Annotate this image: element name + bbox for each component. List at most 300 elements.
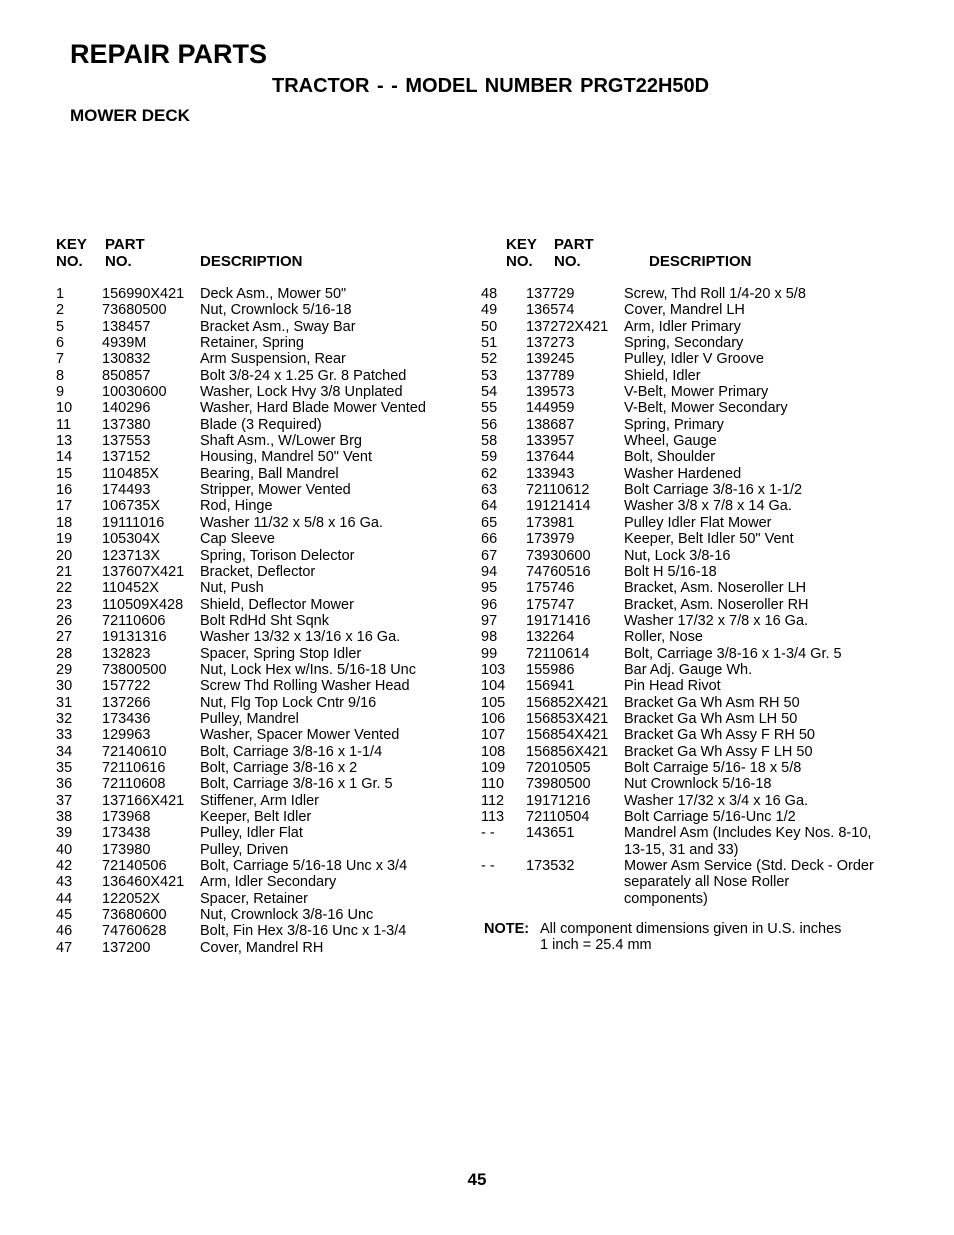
part-description: Pin Head Rivot bbox=[624, 678, 721, 695]
part-description: Pulley, Idler Flat bbox=[200, 825, 303, 842]
key-no: 14 bbox=[56, 449, 73, 466]
part-no: 137644 bbox=[526, 449, 575, 466]
part-no: 72110606 bbox=[102, 612, 166, 629]
key-no: 56 bbox=[481, 416, 498, 433]
key-no: 47 bbox=[56, 939, 73, 956]
table-row bbox=[56, 842, 456, 858]
part-description: Bolt, Carriage 3/8-16 x 1 Gr. 5 bbox=[200, 776, 393, 793]
table-row bbox=[56, 874, 456, 890]
key-no: 35 bbox=[56, 759, 73, 776]
part-description: Cap Sleeve bbox=[200, 531, 275, 548]
part-description: Washer 3/8 x 7/8 x 14 Ga. bbox=[624, 498, 792, 515]
part-description: Bolt, Carriage 3/8-16 x 1-1/4 bbox=[200, 743, 383, 760]
table-row bbox=[56, 449, 456, 465]
part-no: 137200 bbox=[102, 939, 151, 956]
part-no: 19131316 bbox=[102, 629, 167, 646]
table-row bbox=[56, 433, 456, 449]
table-row bbox=[56, 907, 456, 923]
table-row bbox=[481, 548, 881, 564]
part-no: 137152 bbox=[102, 449, 151, 466]
part-no: 137607X421 bbox=[102, 563, 185, 580]
table-row bbox=[56, 858, 456, 874]
part-no: 72110616 bbox=[102, 759, 166, 776]
table-row bbox=[56, 368, 456, 384]
part-description: Bolt, Carriage 3/8-16 x 1-3/4 Gr. 5 bbox=[624, 645, 842, 662]
part-description: Washer, Lock Hvy 3/8 Unplated bbox=[200, 384, 403, 401]
key-no: 5 bbox=[56, 318, 65, 335]
part-description: Arm Suspension, Rear bbox=[200, 351, 346, 368]
key-no: 40 bbox=[56, 841, 73, 858]
table-row bbox=[481, 417, 881, 433]
part-no: 133957 bbox=[526, 433, 575, 450]
right-header-description: DESCRIPTION bbox=[649, 253, 752, 270]
part-no: 174493 bbox=[102, 482, 151, 499]
part-no: 143651 bbox=[526, 825, 575, 842]
part-no: 138457 bbox=[102, 318, 151, 335]
table-row bbox=[481, 498, 881, 514]
table-row bbox=[481, 711, 881, 727]
right-header-part: PART NO. bbox=[554, 236, 594, 270]
part-no: 137380 bbox=[102, 416, 151, 433]
key-no: 13 bbox=[56, 433, 73, 450]
part-no: 73680600 bbox=[102, 907, 167, 924]
table-row bbox=[56, 940, 456, 956]
key-no: 45 bbox=[56, 907, 73, 924]
key-no: 37 bbox=[56, 792, 73, 809]
table-row bbox=[481, 482, 881, 498]
part-no: 157722 bbox=[102, 678, 151, 695]
key-no: 46 bbox=[56, 923, 73, 940]
part-no: 72110612 bbox=[526, 482, 590, 499]
key-no: 113 bbox=[481, 809, 505, 825]
key-no: 96 bbox=[481, 596, 498, 613]
table-row bbox=[56, 776, 456, 792]
part-no: 136574 bbox=[526, 302, 575, 319]
part-no: 140296 bbox=[102, 400, 151, 417]
table-row bbox=[481, 809, 881, 825]
table-row bbox=[481, 678, 881, 694]
part-no: 144959 bbox=[526, 400, 575, 417]
table-row bbox=[481, 564, 881, 580]
table-row bbox=[481, 286, 881, 302]
part-description: Wheel, Gauge bbox=[624, 433, 717, 450]
key-no: 6 bbox=[56, 335, 65, 352]
key-no: 36 bbox=[56, 776, 73, 793]
part-description: Nut, Lock 3/8-16 bbox=[624, 547, 731, 564]
table-row bbox=[481, 744, 881, 760]
key-no: 44 bbox=[56, 890, 73, 907]
part-no: 156856X421 bbox=[526, 743, 609, 760]
part-description: Nut, Push bbox=[200, 580, 264, 597]
table-row bbox=[56, 466, 456, 482]
key-no: 29 bbox=[56, 661, 73, 678]
part-no: 156852X421 bbox=[526, 694, 609, 711]
part-description: Nut, Crownlock 3/8-16 Unc bbox=[200, 907, 374, 924]
part-description: Bracket, Asm. Noseroller LH bbox=[624, 580, 807, 597]
key-no: 98 bbox=[481, 629, 498, 646]
key-no: 1 bbox=[56, 286, 65, 302]
key-no: 99 bbox=[481, 645, 498, 662]
table-row bbox=[481, 858, 881, 907]
part-no: 132823 bbox=[102, 645, 151, 662]
key-no: 7 bbox=[56, 351, 65, 368]
part-description: Spring, Secondary bbox=[624, 335, 744, 352]
part-no: 123713X bbox=[102, 547, 161, 564]
part-no: 137266 bbox=[102, 694, 151, 711]
key-no: 28 bbox=[56, 645, 73, 662]
key-no: 31 bbox=[56, 694, 73, 711]
part-no: 73680500 bbox=[102, 302, 167, 319]
part-description: Nut, Flg Top Lock Cntr 9/16 bbox=[200, 694, 377, 711]
left-parts-list bbox=[56, 286, 456, 956]
key-no: 106 bbox=[481, 710, 506, 727]
left-header-key: KEY NO. bbox=[56, 236, 87, 270]
part-description: Spring, Primary bbox=[624, 416, 724, 433]
part-description: Mower Asm Service (Std. Deck - Order separately all Nose Roller components) bbox=[624, 858, 874, 907]
part-no: 72140506 bbox=[102, 858, 167, 875]
part-no: 156941 bbox=[526, 678, 575, 695]
part-description: Bolt Carriage 3/8-16 x 1-1/2 bbox=[624, 482, 803, 499]
part-description: Washer 11/32 x 5/8 x 16 Ga. bbox=[200, 514, 383, 531]
table-row bbox=[56, 482, 456, 498]
table-row bbox=[481, 613, 881, 629]
key-no: - - bbox=[481, 858, 495, 875]
table-row bbox=[481, 580, 881, 596]
part-description: Stripper, Mower Vented bbox=[200, 482, 351, 499]
part-no: 139573 bbox=[526, 384, 575, 401]
part-description: Spacer, Spring Stop Idler bbox=[200, 645, 362, 662]
part-no: 110509X428 bbox=[102, 596, 184, 613]
part-no: 106735X bbox=[102, 498, 161, 515]
right-parts-list bbox=[481, 286, 881, 907]
table-row bbox=[56, 793, 456, 809]
part-description: Bar Adj. Gauge Wh. bbox=[624, 661, 753, 678]
table-row bbox=[56, 286, 456, 302]
part-no: 19121414 bbox=[526, 498, 591, 515]
part-no: 19171216 bbox=[526, 792, 591, 809]
right-header-key: KEY NO. bbox=[506, 236, 537, 270]
part-no: 138687 bbox=[526, 416, 575, 433]
table-row bbox=[56, 891, 456, 907]
note-line-1: All component dimensions given in U.S. inches bbox=[540, 921, 842, 937]
part-description: Bearing, Ball Mandrel bbox=[200, 465, 339, 482]
key-no: 55 bbox=[481, 400, 498, 417]
table-row bbox=[481, 662, 881, 678]
table-row bbox=[481, 466, 881, 482]
key-no: 51 bbox=[481, 335, 498, 352]
section-heading: MOWER DECK bbox=[70, 106, 190, 125]
left-header-description: DESCRIPTION bbox=[200, 253, 303, 270]
key-no: 34 bbox=[56, 743, 73, 760]
part-no: 105304X bbox=[102, 531, 161, 548]
table-row bbox=[56, 580, 456, 596]
part-no: 133943 bbox=[526, 465, 575, 482]
part-description: Deck Asm., Mower 50" bbox=[200, 286, 347, 302]
part-description: Nut, Lock Hex w/Ins. 5/16-18 Unc bbox=[200, 661, 416, 678]
part-description: Screw, Thd Roll 1/4-20 x 5/8 bbox=[624, 286, 806, 302]
part-description: V-Belt, Mower Secondary bbox=[624, 400, 788, 417]
table-row bbox=[481, 335, 881, 351]
part-description: Washer 17/32 x 7/8 x 16 Ga. bbox=[624, 612, 809, 629]
part-description: Screw Thd Rolling Washer Head bbox=[200, 678, 410, 695]
key-no: 49 bbox=[481, 302, 498, 319]
part-description: Housing, Mandrel 50" Vent bbox=[200, 449, 373, 466]
part-description: Bracket Ga Wh Asm LH 50 bbox=[624, 710, 798, 727]
table-row bbox=[56, 760, 456, 776]
key-no: 43 bbox=[56, 874, 73, 891]
part-no: 132264 bbox=[526, 629, 575, 646]
part-no: 73800500 bbox=[102, 661, 167, 678]
table-row bbox=[56, 384, 456, 400]
part-no: 175747 bbox=[526, 596, 575, 613]
part-no: 19111016 bbox=[102, 514, 165, 531]
key-no: 39 bbox=[56, 825, 73, 842]
part-no: 137166X421 bbox=[102, 792, 185, 809]
part-description: Pulley, Mandrel bbox=[200, 710, 299, 727]
part-no: 137553 bbox=[102, 433, 151, 450]
key-no: 62 bbox=[481, 465, 498, 482]
part-description: Bolt H 5/16-18 bbox=[624, 563, 717, 580]
part-no: 173436 bbox=[102, 710, 151, 727]
key-no: 97 bbox=[481, 612, 498, 629]
part-description: Bolt RdHd Sht Sqnk bbox=[200, 612, 329, 629]
table-row bbox=[481, 351, 881, 367]
part-description: Bolt Carriage 5/16-Unc 1/2 bbox=[624, 809, 796, 825]
part-description: Washer 17/32 x 3/4 x 16 Ga. bbox=[624, 792, 809, 809]
part-description: Blade (3 Required) bbox=[200, 416, 322, 433]
left-header-part: PART NO. bbox=[105, 236, 145, 270]
part-no: 72110504 bbox=[526, 809, 590, 825]
part-description: Bracket Ga Wh Assy F RH 50 bbox=[624, 727, 815, 744]
part-no: 173438 bbox=[102, 825, 151, 842]
table-row bbox=[481, 384, 881, 400]
key-no: 15 bbox=[56, 465, 73, 482]
part-no: 4939M bbox=[102, 335, 147, 352]
part-no: 137729 bbox=[526, 286, 575, 302]
table-row bbox=[481, 646, 881, 662]
part-no: 156854X421 bbox=[526, 727, 609, 744]
part-description: Cover, Mandrel RH bbox=[200, 939, 324, 956]
key-no: 17 bbox=[56, 498, 73, 515]
part-no: 74760628 bbox=[102, 923, 167, 940]
key-no: 67 bbox=[481, 547, 498, 564]
key-no: 27 bbox=[56, 629, 73, 646]
part-description: Shaft Asm., W/Lower Brg bbox=[200, 433, 362, 450]
table-row bbox=[481, 825, 881, 858]
part-description: Bracket Ga Wh Asm RH 50 bbox=[624, 694, 800, 711]
table-row bbox=[481, 515, 881, 531]
table-row bbox=[481, 793, 881, 809]
table-row bbox=[481, 302, 881, 318]
table-row bbox=[56, 923, 456, 939]
key-no: 108 bbox=[481, 743, 506, 760]
table-row bbox=[56, 302, 456, 318]
key-no: 109 bbox=[481, 759, 506, 776]
part-description: Nut, Crownlock 5/16-18 bbox=[200, 302, 352, 319]
part-description: Bracket, Asm. Noseroller RH bbox=[624, 596, 809, 613]
key-no: 66 bbox=[481, 531, 498, 548]
table-row bbox=[56, 548, 456, 564]
part-no: 73930600 bbox=[526, 547, 591, 564]
table-row bbox=[481, 531, 881, 547]
part-no: 175746 bbox=[526, 580, 575, 597]
part-description: Bolt, Shoulder bbox=[624, 449, 716, 466]
key-no: 59 bbox=[481, 449, 498, 466]
table-row bbox=[481, 760, 881, 776]
table-row bbox=[56, 809, 456, 825]
part-description: Roller, Nose bbox=[624, 629, 703, 646]
table-row bbox=[56, 678, 456, 694]
key-no: 21 bbox=[56, 563, 73, 580]
part-description: Bolt, Fin Hex 3/8-16 Unc x 1-3/4 bbox=[200, 923, 407, 940]
table-row bbox=[56, 597, 456, 613]
part-description: Keeper, Belt Idler bbox=[200, 809, 312, 825]
table-row bbox=[481, 776, 881, 792]
part-description: Bolt Carraige 5/16- 18 x 5/8 bbox=[624, 759, 802, 776]
key-no: 16 bbox=[56, 482, 73, 499]
page-title: REPAIR PARTS bbox=[70, 39, 268, 69]
part-no: 122052X bbox=[102, 890, 161, 907]
part-no: 130832 bbox=[102, 351, 151, 368]
key-no: 9 bbox=[56, 384, 65, 401]
table-row bbox=[481, 695, 881, 711]
key-no: 2 bbox=[56, 302, 65, 319]
part-description: Bracket, Deflector bbox=[200, 563, 316, 580]
part-description: Washer, Hard Blade Mower Vented bbox=[200, 400, 426, 417]
part-no: 110485X bbox=[102, 465, 159, 482]
table-row bbox=[481, 597, 881, 613]
key-no: 32 bbox=[56, 710, 73, 727]
table-row bbox=[481, 449, 881, 465]
key-no: 58 bbox=[481, 433, 498, 450]
key-no: 10 bbox=[56, 400, 73, 417]
note-label: NOTE: bbox=[484, 921, 530, 937]
table-row bbox=[56, 564, 456, 580]
part-no: 72010505 bbox=[526, 759, 591, 776]
table-row bbox=[56, 744, 456, 760]
part-description: Washer Hardened bbox=[624, 465, 742, 482]
page-number: 45 bbox=[467, 1170, 487, 1189]
table-row bbox=[481, 319, 881, 335]
table-row bbox=[56, 695, 456, 711]
table-row bbox=[56, 613, 456, 629]
part-description: Arm, Idler Primary bbox=[624, 318, 741, 335]
table-row bbox=[56, 351, 456, 367]
key-no: 33 bbox=[56, 727, 73, 744]
part-no: 137272X421 bbox=[526, 318, 609, 335]
part-description: Arm, Idler Secondary bbox=[200, 874, 337, 891]
part-no: 173981 bbox=[526, 514, 575, 531]
table-row bbox=[56, 319, 456, 335]
key-no: 22 bbox=[56, 580, 73, 597]
model-subtitle: TRACTOR - - MODEL NUMBER PRGT22H50D bbox=[272, 75, 710, 97]
key-no: - - bbox=[481, 825, 495, 842]
part-description: Mandrel Asm (Includes Key Nos. 8-10, 13-15, 31 and 33) bbox=[624, 825, 872, 858]
table-row bbox=[481, 400, 881, 416]
key-no: 20 bbox=[56, 547, 73, 564]
table-row bbox=[56, 825, 456, 841]
table-row bbox=[56, 662, 456, 678]
table-row bbox=[481, 433, 881, 449]
key-no: 23 bbox=[56, 596, 73, 613]
key-no: 11 bbox=[56, 416, 72, 433]
part-no: 137789 bbox=[526, 367, 575, 384]
part-no: 156853X421 bbox=[526, 710, 609, 727]
part-description: Keeper, Belt Idler 50" Vent bbox=[624, 531, 794, 548]
key-no: 65 bbox=[481, 514, 498, 531]
part-no: 156990X421 bbox=[102, 286, 185, 302]
key-no: 53 bbox=[481, 367, 498, 384]
part-description: Pulley, Idler V Groove bbox=[624, 351, 764, 368]
part-no: 155986 bbox=[526, 661, 575, 678]
table-row bbox=[56, 711, 456, 727]
part-description: Shield, Deflector Mower bbox=[200, 596, 354, 613]
part-description: Stiffener, Arm Idler bbox=[200, 792, 320, 809]
table-row bbox=[56, 629, 456, 645]
part-description: Cover, Mandrel LH bbox=[624, 302, 745, 319]
part-no: 173532 bbox=[526, 858, 575, 875]
key-no: 105 bbox=[481, 694, 506, 711]
table-row bbox=[56, 335, 456, 351]
part-description: Rod, Hinge bbox=[200, 498, 273, 515]
key-no: 38 bbox=[56, 809, 73, 825]
key-no: 64 bbox=[481, 498, 498, 515]
part-no: 72140610 bbox=[102, 743, 167, 760]
part-no: 19171416 bbox=[526, 612, 591, 629]
key-no: 19 bbox=[56, 531, 73, 548]
part-description: Pulley, Driven bbox=[200, 841, 289, 858]
part-description: Bolt, Carriage 3/8-16 x 2 bbox=[200, 759, 358, 776]
part-description: Spring, Torison Delector bbox=[200, 547, 355, 564]
key-no: 30 bbox=[56, 678, 73, 695]
key-no: 50 bbox=[481, 318, 498, 335]
key-no: 103 bbox=[481, 661, 506, 678]
part-description: Retainer, Spring bbox=[200, 335, 304, 352]
part-description: Bracket Asm., Sway Bar bbox=[200, 318, 356, 335]
part-description: Nut Crownlock 5/16-18 bbox=[624, 776, 772, 793]
part-description: Shield, Idler bbox=[624, 367, 701, 384]
part-description: V-Belt, Mower Primary bbox=[624, 384, 769, 401]
table-row bbox=[481, 727, 881, 743]
key-no: 112 bbox=[481, 792, 505, 809]
key-no: 94 bbox=[481, 563, 498, 580]
part-no: 72110614 bbox=[526, 645, 590, 662]
key-no: 52 bbox=[481, 351, 498, 368]
key-no: 104 bbox=[481, 678, 506, 695]
part-description: Washer 13/32 x 13/16 x 16 Ga. bbox=[200, 629, 401, 646]
part-no: 110452X bbox=[102, 580, 159, 597]
key-no: 95 bbox=[481, 580, 498, 597]
key-no: 26 bbox=[56, 612, 73, 629]
key-no: 8 bbox=[56, 367, 65, 384]
table-row bbox=[56, 727, 456, 743]
part-no: 129963 bbox=[102, 727, 151, 744]
key-no: 107 bbox=[481, 727, 506, 744]
table-row bbox=[56, 400, 456, 416]
part-no: 850857 bbox=[102, 367, 151, 384]
part-no: 10030600 bbox=[102, 384, 167, 401]
key-no: 54 bbox=[481, 384, 498, 401]
note-line-2: 1 inch = 25.4 mm bbox=[540, 937, 652, 954]
part-description: Pulley Idler Flat Mower bbox=[624, 514, 772, 531]
part-no: 173979 bbox=[526, 531, 575, 548]
part-no: 73980500 bbox=[526, 776, 591, 793]
table-row bbox=[56, 646, 456, 662]
key-no: 48 bbox=[481, 286, 498, 302]
table-row bbox=[56, 531, 456, 547]
part-description: Bracket Ga Wh Assy F LH 50 bbox=[624, 743, 813, 760]
table-row bbox=[56, 417, 456, 433]
